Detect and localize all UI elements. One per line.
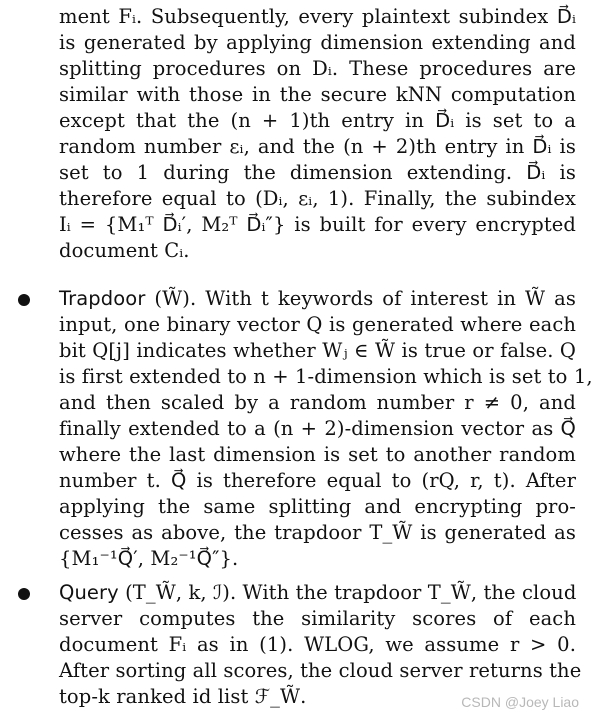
text-line: is first extended to n + 1-dimension which is set to 1, xyxy=(59,365,593,388)
term-query: Query xyxy=(59,581,119,604)
text-line: {M₁⁻¹Q⃗′, M₂⁻¹Q⃗″}. xyxy=(59,547,239,570)
text-line: applying the same splitting and encrypting pro- xyxy=(59,495,576,518)
term-trapdoor: Trapdoor xyxy=(59,287,146,310)
text-line: ment Fᵢ. Subsequently, every plaintext subindex D⃗ᵢ xyxy=(59,5,576,28)
bullet-marker xyxy=(18,588,30,600)
text-line: document Fᵢ as in (1). WLOG, we assume r > 0. xyxy=(59,633,576,656)
text-line: therefore equal to (Dᵢ, εᵢ, 1). Finally, the subindex xyxy=(59,187,576,210)
text-line: Iᵢ = {M₁ᵀ D⃗ᵢ′, M₂ᵀ D⃗ᵢ″} is built for every encrypted xyxy=(59,213,576,236)
text-line: cesses as above, the trapdoor T_W̃ is generated as xyxy=(59,521,576,544)
text-line: bit Q[j] indicates whether Wⱼ ∈ W̃ is true or false. Q xyxy=(59,339,576,362)
text-line: finally extended to a (n + 2)-dimension vector as Q⃗ xyxy=(59,417,576,440)
text-line: After sorting all scores, the cloud server returns the xyxy=(59,659,582,682)
text-line: and then scaled by a random number r ≠ 0, and xyxy=(59,391,576,414)
text-line: is generated by applying dimension extending and xyxy=(59,31,576,54)
text-line: number t. Q⃗ is therefore equal to (rQ, r, t). After xyxy=(59,469,576,492)
text-line: random number εᵢ, and the (n + 2)th entry in D⃗ᵢ is xyxy=(59,135,576,158)
text-line: where the last dimension is set to another random xyxy=(59,443,576,466)
text-line: set to 1 during the dimension extending. D⃗ᵢ is xyxy=(59,161,576,184)
text-line: except that the (n + 1)th entry in D⃗ᵢ is set to a xyxy=(59,109,576,132)
text-line: document Cᵢ. xyxy=(59,239,190,262)
text-line xyxy=(59,580,576,606)
text-line: splitting procedures on Dᵢ. These procedures are xyxy=(59,57,576,80)
text-span: (T_W̃, k, ℐ). With the trapdoor T_W̃, the cloud xyxy=(118,581,577,604)
text-line: similar with those in the secure kNN computation xyxy=(59,83,576,106)
text-line: server computes the similarity scores of each xyxy=(59,607,576,630)
bullet-marker xyxy=(18,294,30,306)
text-line xyxy=(59,286,576,312)
text-line: top-k ranked id list ℱ_W̃. xyxy=(59,685,307,708)
text-span: (W̃). With t keywords of interest in W̃ as xyxy=(145,287,576,310)
text-line: input, one binary vector Q is generated where each xyxy=(59,313,576,336)
watermark: CSDN @Joey Liao xyxy=(461,694,579,710)
